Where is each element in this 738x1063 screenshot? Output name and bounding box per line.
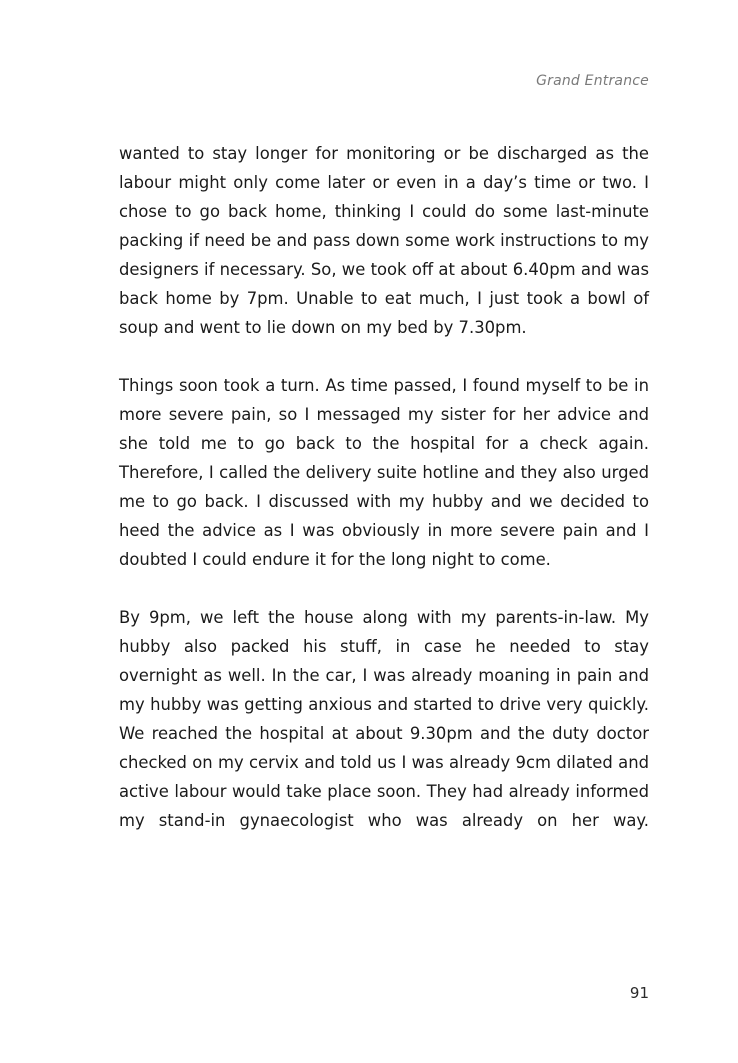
body-paragraph-3: By 9pm, we left the house along with my parents-in-law. My hubby also packed his stuff, in case he needed to stay overnight as well. In the car, I was already moaning in pain and my hubby was getting anxious and started to drive very quickly. We reached the hospital at about 9.30pm and the duty doctor checked on my cervix and told us I was already 9cm dilated and active labour would take place soon. They had already informed my stand-in gynaecologist who was already on her way.	[119, 608, 649, 830]
page-number: 91	[629, 984, 649, 1002]
page-body-text	[119, 139, 649, 864]
body-paragraph-1: wanted to stay longer for monitoring or be discharged as the labour might only come later or even in a day’s time or two. I chose to go back home, thinking I could do some last-minute packing if need be and pass down some work instructions to my designers if necessary. So, we took off at about 6.40pm and was back home by 7pm. Unable to eat much, I just took a bowl of soup and went to lie down on my bed by 7.30pm.	[119, 144, 649, 337]
running-header-title: Grand Entrance	[536, 73, 649, 89]
body-paragraph-2: Things soon took a turn. As time passed, I found myself to be in more severe pain, so I messaged my sister for her advice and she told me to go back to the hospital for a check again. Therefore, I called the delivery suite hotline and they also urged me to go back. I discussed with my hubby and we decided to heed the advice as I was obviously in more severe pain and I doubted I could endure it for the long night to come.	[119, 376, 649, 569]
